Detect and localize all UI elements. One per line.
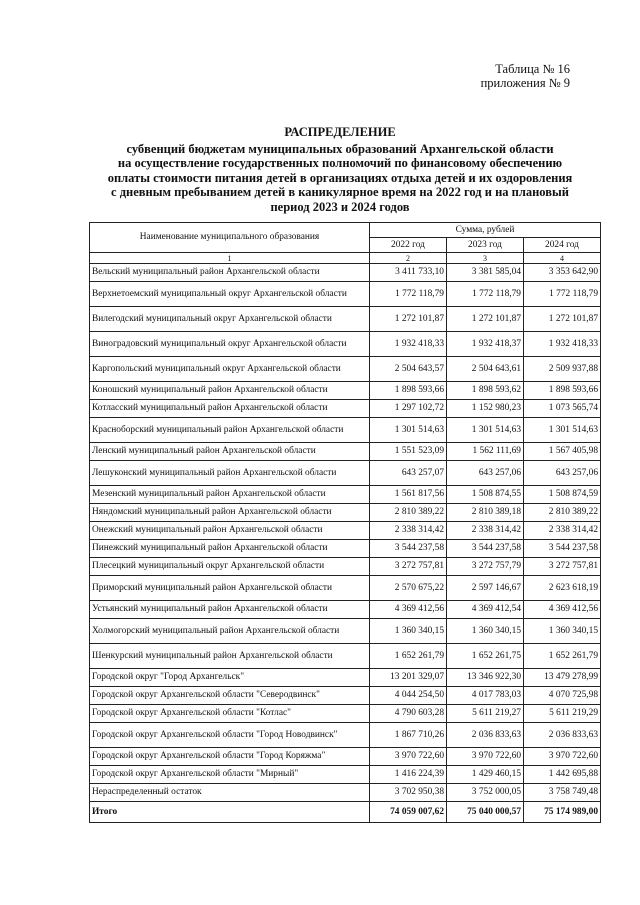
amount-2024: 1 360 340,15 (524, 619, 601, 644)
amount-2022: 2 570 675,22 (370, 576, 447, 601)
amount-2023: 5 611 219,27 (447, 705, 524, 723)
table-row (90, 282, 601, 307)
amount-2023: 13 346 922,30 (447, 669, 524, 687)
column-index: 3 (447, 253, 524, 264)
table-row (90, 443, 601, 461)
column-header-name: Наименование муниципального образования (90, 223, 370, 253)
table-row (90, 766, 601, 784)
amount-2022: 1 301 514,63 (370, 418, 447, 443)
municipality-name: Шенкурский муниципальный район Архангельской области (90, 644, 370, 669)
amount-2023: 643 257,06 (447, 461, 524, 486)
amount-2023: 1 898 593,62 (447, 382, 524, 400)
table-row (90, 486, 601, 504)
title-line: с дневным пребыванием детей в каникулярное время на 2022 год и на плановый (111, 185, 569, 200)
amount-2024: 643 257,06 (524, 461, 601, 486)
amount-2024: 3 970 722,60 (524, 748, 601, 766)
amount-2024: 1 898 593,66 (524, 382, 601, 400)
amount-2023: 3 544 237,58 (447, 540, 524, 558)
amount-2022: 1 772 118,79 (370, 282, 447, 307)
table-row (90, 558, 601, 576)
table-number: Таблица № 16 (495, 62, 570, 76)
table-row (90, 687, 601, 705)
amount-2022: 1 416 224,39 (370, 766, 447, 784)
amount-2023: 2 036 833,63 (447, 723, 524, 748)
municipality-name: Городской округ Архангельской области "Северодвинск" (90, 687, 370, 705)
amount-2022: 1 551 523,09 (370, 443, 447, 461)
amount-2022: 643 257,07 (370, 461, 447, 486)
title-line: оплаты стоимости питания детей в организациях отдыха детей и их оздоровления (107, 170, 573, 185)
amount-2022: 2 504 643,57 (370, 357, 447, 382)
municipality-name: Виноградовский муниципальный округ Архангельской области (90, 332, 370, 357)
amount-2023: 2 810 389,18 (447, 504, 524, 522)
amount-2022: 4 044 254,50 (370, 687, 447, 705)
table-row (90, 576, 601, 601)
distribution-table (89, 222, 601, 823)
table-row (90, 332, 601, 357)
municipality-name: Устьянский муниципальный район Архангельской области (90, 601, 370, 619)
column-index: 2 (370, 253, 447, 264)
amount-2022: 4 369 412,56 (370, 601, 447, 619)
table-row (90, 522, 601, 540)
municipality-name: Котласский муниципальный район Архангельской области (90, 400, 370, 418)
table-row (90, 264, 601, 282)
amount-2022: 1 561 817,56 (370, 486, 447, 504)
municipality-name: Городской округ "Город Архангельск" (90, 669, 370, 687)
amount-2024: 2 509 937,88 (524, 357, 601, 382)
table-row (90, 644, 601, 669)
amount-2024: 2 036 833,63 (524, 723, 601, 748)
column-header-sum: Сумма, рублей (370, 223, 601, 238)
amount-2022: 1 932 418,33 (370, 332, 447, 357)
municipality-name: Приморский муниципальный район Архангельской области (90, 576, 370, 601)
table-row (90, 619, 601, 644)
municipality-name: Городской округ Архангельской области "Город Коряжма" (90, 748, 370, 766)
amount-2024: 4 070 725,98 (524, 687, 601, 705)
amount-2022: 3 411 733,10 (370, 264, 447, 282)
amount-2023: 1 562 111,69 (447, 443, 524, 461)
municipality-name: Пинежский муниципальный район Архангельской области (90, 540, 370, 558)
table-row (90, 307, 601, 332)
table-row (90, 504, 601, 522)
amount-2022: 3 272 757,81 (370, 558, 447, 576)
amount-2022: 3 544 237,58 (370, 540, 447, 558)
amount-2024: 3 353 642,90 (524, 264, 601, 282)
amount-2022: 1 272 101,87 (370, 307, 447, 332)
amount-2023: 1 301 514,63 (447, 418, 524, 443)
amount-2023: 4 017 783,03 (447, 687, 524, 705)
column-index: 1 (90, 253, 370, 264)
amount-2022: 1 867 710,26 (370, 723, 447, 748)
amount-2023: 1 652 261,75 (447, 644, 524, 669)
municipality-name: Онежский муниципальный район Архангельской области (90, 522, 370, 540)
amount-2024: 13 479 278,99 (524, 669, 601, 687)
municipality-name: Коношский муниципальный район Архангельской области (90, 382, 370, 400)
municipality-name: Красноборский муниципальный район Архангельской области (90, 418, 370, 443)
amount-2024: 4 369 412,56 (524, 601, 601, 619)
amount-2024: 2 623 618,19 (524, 576, 601, 601)
amount-2024: 1 567 405,98 (524, 443, 601, 461)
amount-2022: 3 702 950,38 (370, 784, 447, 802)
amount-2022: 1 898 593,66 (370, 382, 447, 400)
municipality-name: Нераспределенный остаток (90, 784, 370, 802)
table-row (90, 705, 601, 723)
total-label: Итого (90, 802, 370, 823)
table-row (90, 357, 601, 382)
amount-2024: 1 442 695,88 (524, 766, 601, 784)
table-reference (481, 62, 570, 90)
municipality-name: Лешуконский муниципальный район Архангельской области (90, 461, 370, 486)
amount-2023: 3 970 722,60 (447, 748, 524, 766)
municipality-name: Вилегодский муниципальный округ Архангельской области (90, 307, 370, 332)
amount-2022: 13 201 329,07 (370, 669, 447, 687)
municipality-name: Городской округ Архангельской области "Котлас" (90, 705, 370, 723)
amount-2022: 3 970 722,60 (370, 748, 447, 766)
municipality-name: Городской округ Архангельской области "Город Новодвинск" (90, 723, 370, 748)
municipality-name: Городской округ Архангельской области "Мирный" (90, 766, 370, 784)
municipality-name: Ленский муниципальный район Архангельской области (90, 443, 370, 461)
table-row (90, 540, 601, 558)
amount-2024: 3 544 237,58 (524, 540, 601, 558)
amount-2024: 3 758 749,48 (524, 784, 601, 802)
amount-2022: 1 360 340,15 (370, 619, 447, 644)
amount-2024: 2 338 314,42 (524, 522, 601, 540)
amount-2023: 1 360 340,15 (447, 619, 524, 644)
amount-2023: 1 508 874,55 (447, 486, 524, 504)
amount-2024: 1 272 101,87 (524, 307, 601, 332)
table-row (90, 382, 601, 400)
amount-2022: 4 790 603,28 (370, 705, 447, 723)
amount-2024: 1 301 514,63 (524, 418, 601, 443)
amount-2023: 2 338 314,42 (447, 522, 524, 540)
table-row (90, 669, 601, 687)
table-body (90, 264, 601, 802)
amount-2022: 1 652 261,79 (370, 644, 447, 669)
amount-2024: 2 810 389,22 (524, 504, 601, 522)
municipality-name: Няндомский муниципальный район Архангельской области (90, 504, 370, 522)
municipality-name: Верхнетоемский муниципальный округ Архангельской области (90, 282, 370, 307)
amount-2023: 3 381 585,04 (447, 264, 524, 282)
column-header-year: 2024 год (524, 238, 601, 253)
total-2024: 75 174 989,00 (524, 802, 601, 823)
municipality-name: Каргопольский муниципальный округ Архангельской области (90, 357, 370, 382)
title-line: период 2023 и 2024 годов (270, 199, 410, 214)
amount-2024: 5 611 219,29 (524, 705, 601, 723)
total-row (90, 802, 601, 823)
table-row (90, 723, 601, 748)
amount-2023: 4 369 412,54 (447, 601, 524, 619)
appendix-number: приложения № 9 (480, 76, 570, 90)
column-header-year: 2022 год (370, 238, 447, 253)
amount-2023: 2 504 643,61 (447, 357, 524, 382)
column-header-year: 2023 год (447, 238, 524, 253)
amount-2024: 1 932 418,33 (524, 332, 601, 357)
title-line: субвенций бюджетам муниципальных образований Архангельской области (126, 141, 554, 156)
amount-2022: 2 810 389,22 (370, 504, 447, 522)
amount-2024: 1 652 261,79 (524, 644, 601, 669)
amount-2023: 3 272 757,79 (447, 558, 524, 576)
table-row (90, 748, 601, 766)
amount-2023: 1 429 460,15 (447, 766, 524, 784)
total-2023: 75 040 000,57 (447, 802, 524, 823)
column-index: 4 (524, 253, 601, 264)
municipality-name: Холмогорский муниципальный район Архангельской области (90, 619, 370, 644)
amount-2023: 1 932 418,37 (447, 332, 524, 357)
title-line: на осуществление государственных полномочий по финансовому обеспечению (117, 156, 563, 171)
amount-2024: 1 772 118,79 (524, 282, 601, 307)
amount-2023: 2 597 146,67 (447, 576, 524, 601)
municipality-name: Вельский муниципальный район Архангельской области (90, 264, 370, 282)
table-row (90, 418, 601, 443)
amount-2022: 1 297 102,72 (370, 400, 447, 418)
amount-2023: 1 272 101,87 (447, 307, 524, 332)
table-row (90, 601, 601, 619)
amount-2023: 3 752 000,05 (447, 784, 524, 802)
document-title (70, 125, 610, 215)
amount-2023: 1 772 118,79 (447, 282, 524, 307)
amount-2024: 3 272 757,81 (524, 558, 601, 576)
amount-2024: 1 508 874,59 (524, 486, 601, 504)
municipality-name: Мезенский муниципальный район Архангельской области (90, 486, 370, 504)
amount-2024: 1 073 565,74 (524, 400, 601, 418)
table-row (90, 461, 601, 486)
table-row (90, 400, 601, 418)
amount-2022: 2 338 314,42 (370, 522, 447, 540)
municipality-name: Плесецкий муниципальный округ Архангельской области (90, 558, 370, 576)
title-main: РАСПРЕДЕЛЕНИЕ (284, 125, 396, 139)
table-row (90, 784, 601, 802)
total-2022: 74 059 007,62 (370, 802, 447, 823)
amount-2023: 1 152 980,23 (447, 400, 524, 418)
